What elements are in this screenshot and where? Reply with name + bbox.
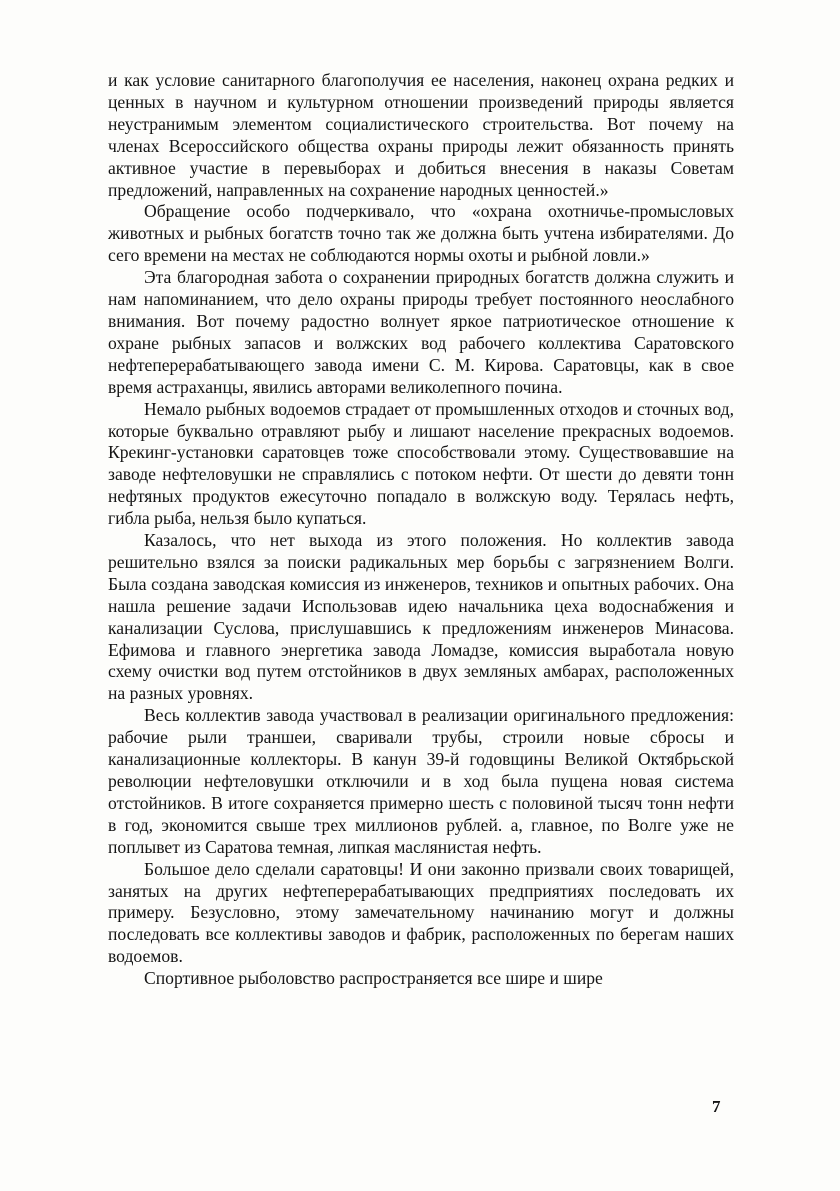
paragraph-7: Большое дело сделали саратовцы! И они законно призвали своих товарищей, занятых на других нефтеперерабатывающих предприятиях последовать их примеру. Безусловно, этому замечательному начинанию могут и должны последовать все коллективы заводов и фабрик, расположенных по берегам наших водоемов.: [108, 858, 734, 967]
paragraph-2: Обращение особо подчеркивало, что «охрана охотничье-промысловых животных и рыбных богатств точно так же должна быть учтена избирателями. До сего времени на местах не соблюдаются нормы охоты и рыбной ловли.»: [108, 201, 734, 266]
paragraph-6: Весь коллектив завода участвовал в реализации оригинального предложения: рабочие рыли траншеи, сваривали трубы, строили новые сбросы и канализационные коллекторы. В канун 39-й годовщины Великой Октябрьской революции нефтеловушки отключили и в ход была пущена новая система отстойников. В итоге сохраняется примерно шесть с половиной тысяч тонн нефти в год, экономится свыше трех миллионов рублей. а, главное, по Волге уже не поплывет из Саратова темная, липкая маслянистая нефть.: [108, 705, 734, 857]
paragraph-8: Спортивное рыболовство распространяется все шире и шире: [144, 968, 603, 989]
paragraph-3: Эта благородная забота о сохранении природных богатств должна служить и нам напоминанием, что дело охраны природы требует постоянного неослабного внимания. Вот почему радостно волнует яркое патриотическое отношение к охране рыбных запасов и волжских вод рабочего коллектива Саратовского нефтеперерабатывающего завода имени С. М. Кирова. Саратовцы, как в свое время астраханцы, явились авторами великолепного почина.: [108, 267, 734, 397]
paragraph-4: Немало рыбных водоемов страдает от промышленных отходов и сточных вод, которые буквально отравляют рыбу и лишают население прекрасных водоемов. Крекинг-установки саратовцев тоже способствовали этому. Существовавшие на заводе нефтеловушки не справлялись с потоком нефти. От шести до девяти тонн нефтяных продуктов ежесуточно попадало в волжскую воду. Терялась нефть, гибла рыба, нельзя было купаться.: [108, 398, 734, 529]
body-text: [108, 70, 734, 990]
page-number: 7: [712, 1097, 721, 1116]
paragraph-1: и как условие санитарного благополучия ее населения, наконец охрана редких и ценных в научном и культурном отношении произведений природы является неустранимым элементом социалистического строительства. Вот почему на членах Всероссийского общества охраны природы лежит обязанность принять активное участие в перевыборах и добиться внесения в наказы Советам предложений, направленных на сохранение народных ценностей.»: [108, 70, 734, 200]
paragraph-5: Казалось, что нет выхода из этого положения. Но коллектив завода решительно взялся за поиски радикальных мер борьбы с загрязнением Волги. Была создана заводская комиссия из инженеров, техников и опытных рабочих. Она нашла решение задачи Использовав идею начальника цеха водоснабжения и канализации Суслова, прислушавшись к предложениям инженеров Минасова. Ефимова и главного энергетика завода Ломадзе, комиссия выработала новую схему очистки вод путем отстойников в двух земляных амбарах, расположенных на разных уровнях.: [108, 530, 734, 704]
